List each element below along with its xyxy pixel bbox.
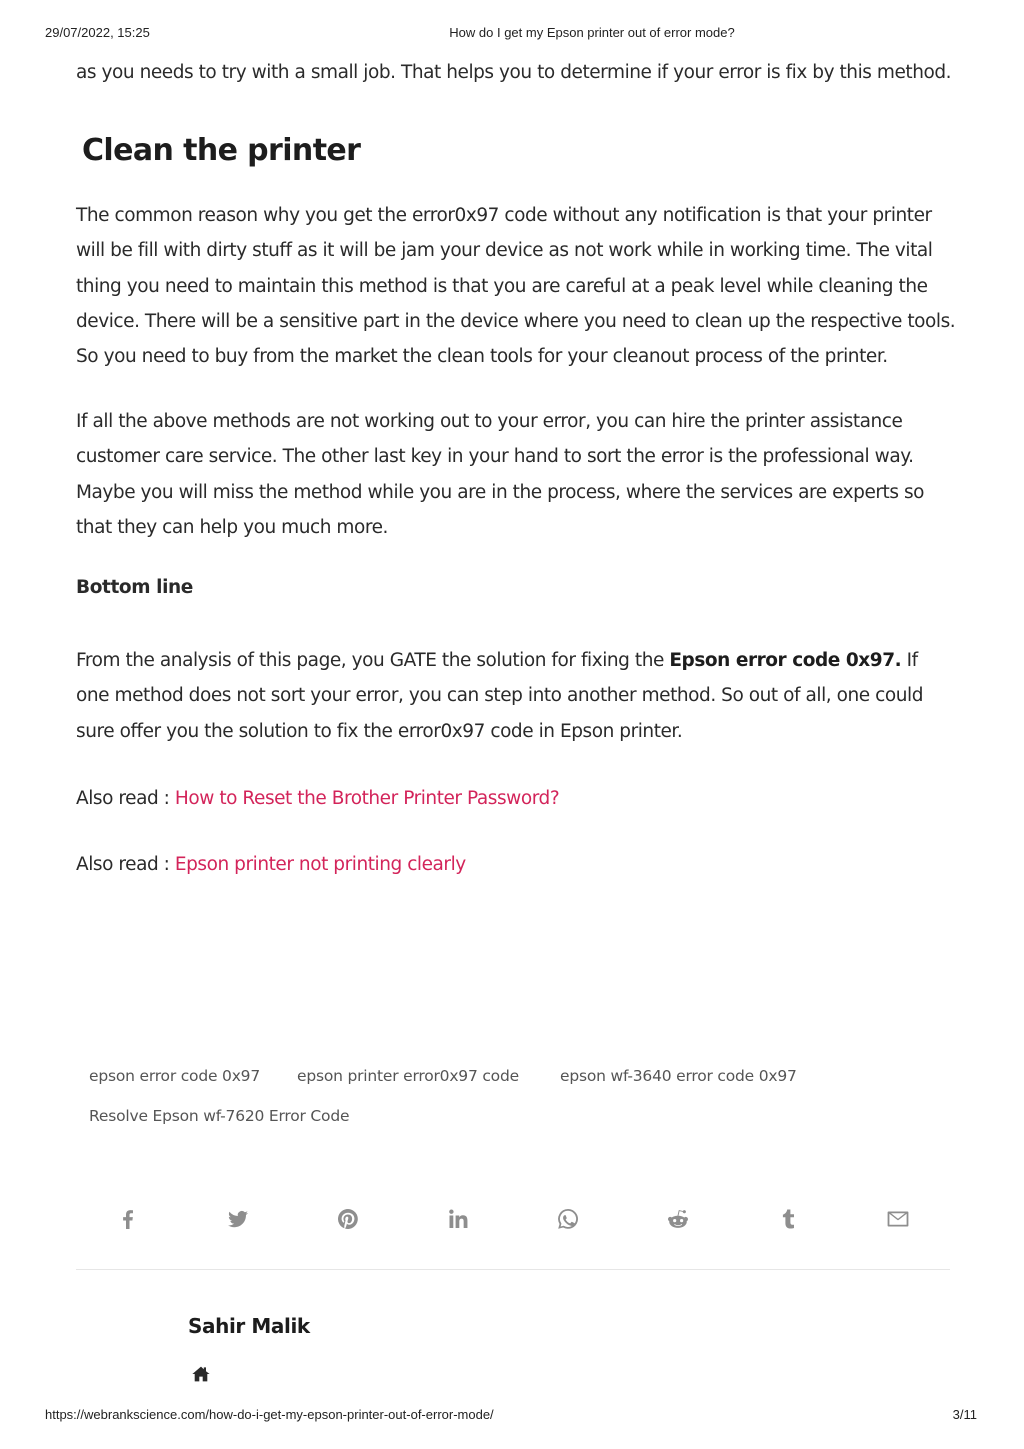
print-url: https://webrankscience.com/how-do-i-get-my-epson-printer-out-of-error-mode/ [45, 1407, 494, 1422]
reddit-icon[interactable] [664, 1205, 692, 1233]
intro-tail-paragraph: as you needs to try with a small job. That helps you to determine if your error is fix by this method. [76, 62, 952, 83]
clean-printer-paragraph: The common reason why you get the error0x97 code without any notification is that your printer will be fill with dirty stuff as it will be jam your device as not work while in working time. The vital thing you need to maintain this method is that you are careful at a peak level while cleaning the device. There will be a sensitive part in the device where you need to clean up the respective tools. So you need to buy from the market the clean tools for your cleanout process of the printer. [76, 205, 956, 368]
bottom-line-paragraph [76, 643, 956, 749]
also-read-label: Also read : [76, 854, 175, 875]
divider [76, 1269, 950, 1270]
print-doc-title: How do I get my Epson printer out of error mode? [449, 25, 735, 40]
also-read-link-brother-password[interactable]: How to Reset the Brother Printer Password? [174, 788, 560, 809]
tumblr-icon[interactable] [774, 1205, 802, 1233]
author-name[interactable]: Sahir Malik [188, 1314, 310, 1338]
bottom-line-text-1: From the analysis of this page, you GATE the solution for fixing the [76, 650, 670, 671]
tag-link[interactable]: epson printer error0x97 code [297, 1067, 519, 1085]
tag-link[interactable]: epson wf-3640 error code 0x97 [560, 1067, 797, 1085]
assistance-paragraph: If all the above methods are not working out to your error, you can hire the printer assistance customer care service. The other last key in your hand to sort the error is the professional way. Maybe you will miss the method while you are in the process, where the services are experts so that they can help you much more. [76, 411, 925, 538]
heading-clean-printer: Clean the printer [82, 133, 361, 168]
also-read-2 [76, 847, 466, 882]
print-header [0, 25, 1024, 43]
bottom-line-bold: Epson error code 0x97. [669, 650, 902, 671]
share-bar [76, 1205, 950, 1235]
also-read-label: Also read : [76, 788, 175, 809]
whatsapp-icon[interactable] [554, 1205, 582, 1233]
email-icon[interactable] [884, 1205, 912, 1233]
facebook-icon[interactable] [114, 1205, 142, 1233]
bottom-line-text-2: If one method does not sort your error, you can step into another method. So out of all, one could sure offer you the solution to fix the error0x97 code in Epson printer. [76, 650, 923, 742]
print-footer [0, 1407, 1024, 1425]
tag-link[interactable]: epson error code 0x97 [89, 1067, 261, 1085]
twitter-icon[interactable] [224, 1205, 252, 1233]
heading-bottom-line: Bottom line [76, 577, 193, 598]
home-icon[interactable] [192, 1366, 210, 1382]
print-datetime: 29/07/2022, 15:25 [45, 25, 150, 40]
tag-link[interactable]: Resolve Epson wf-7620 Error Code [89, 1107, 350, 1125]
pinterest-icon[interactable] [334, 1205, 362, 1233]
also-read-1 [76, 781, 559, 816]
also-read-link-epson-not-printing[interactable]: Epson printer not printing clearly [174, 854, 466, 875]
linkedin-icon[interactable] [444, 1205, 472, 1233]
print-page-number: 3/11 [952, 1407, 977, 1422]
